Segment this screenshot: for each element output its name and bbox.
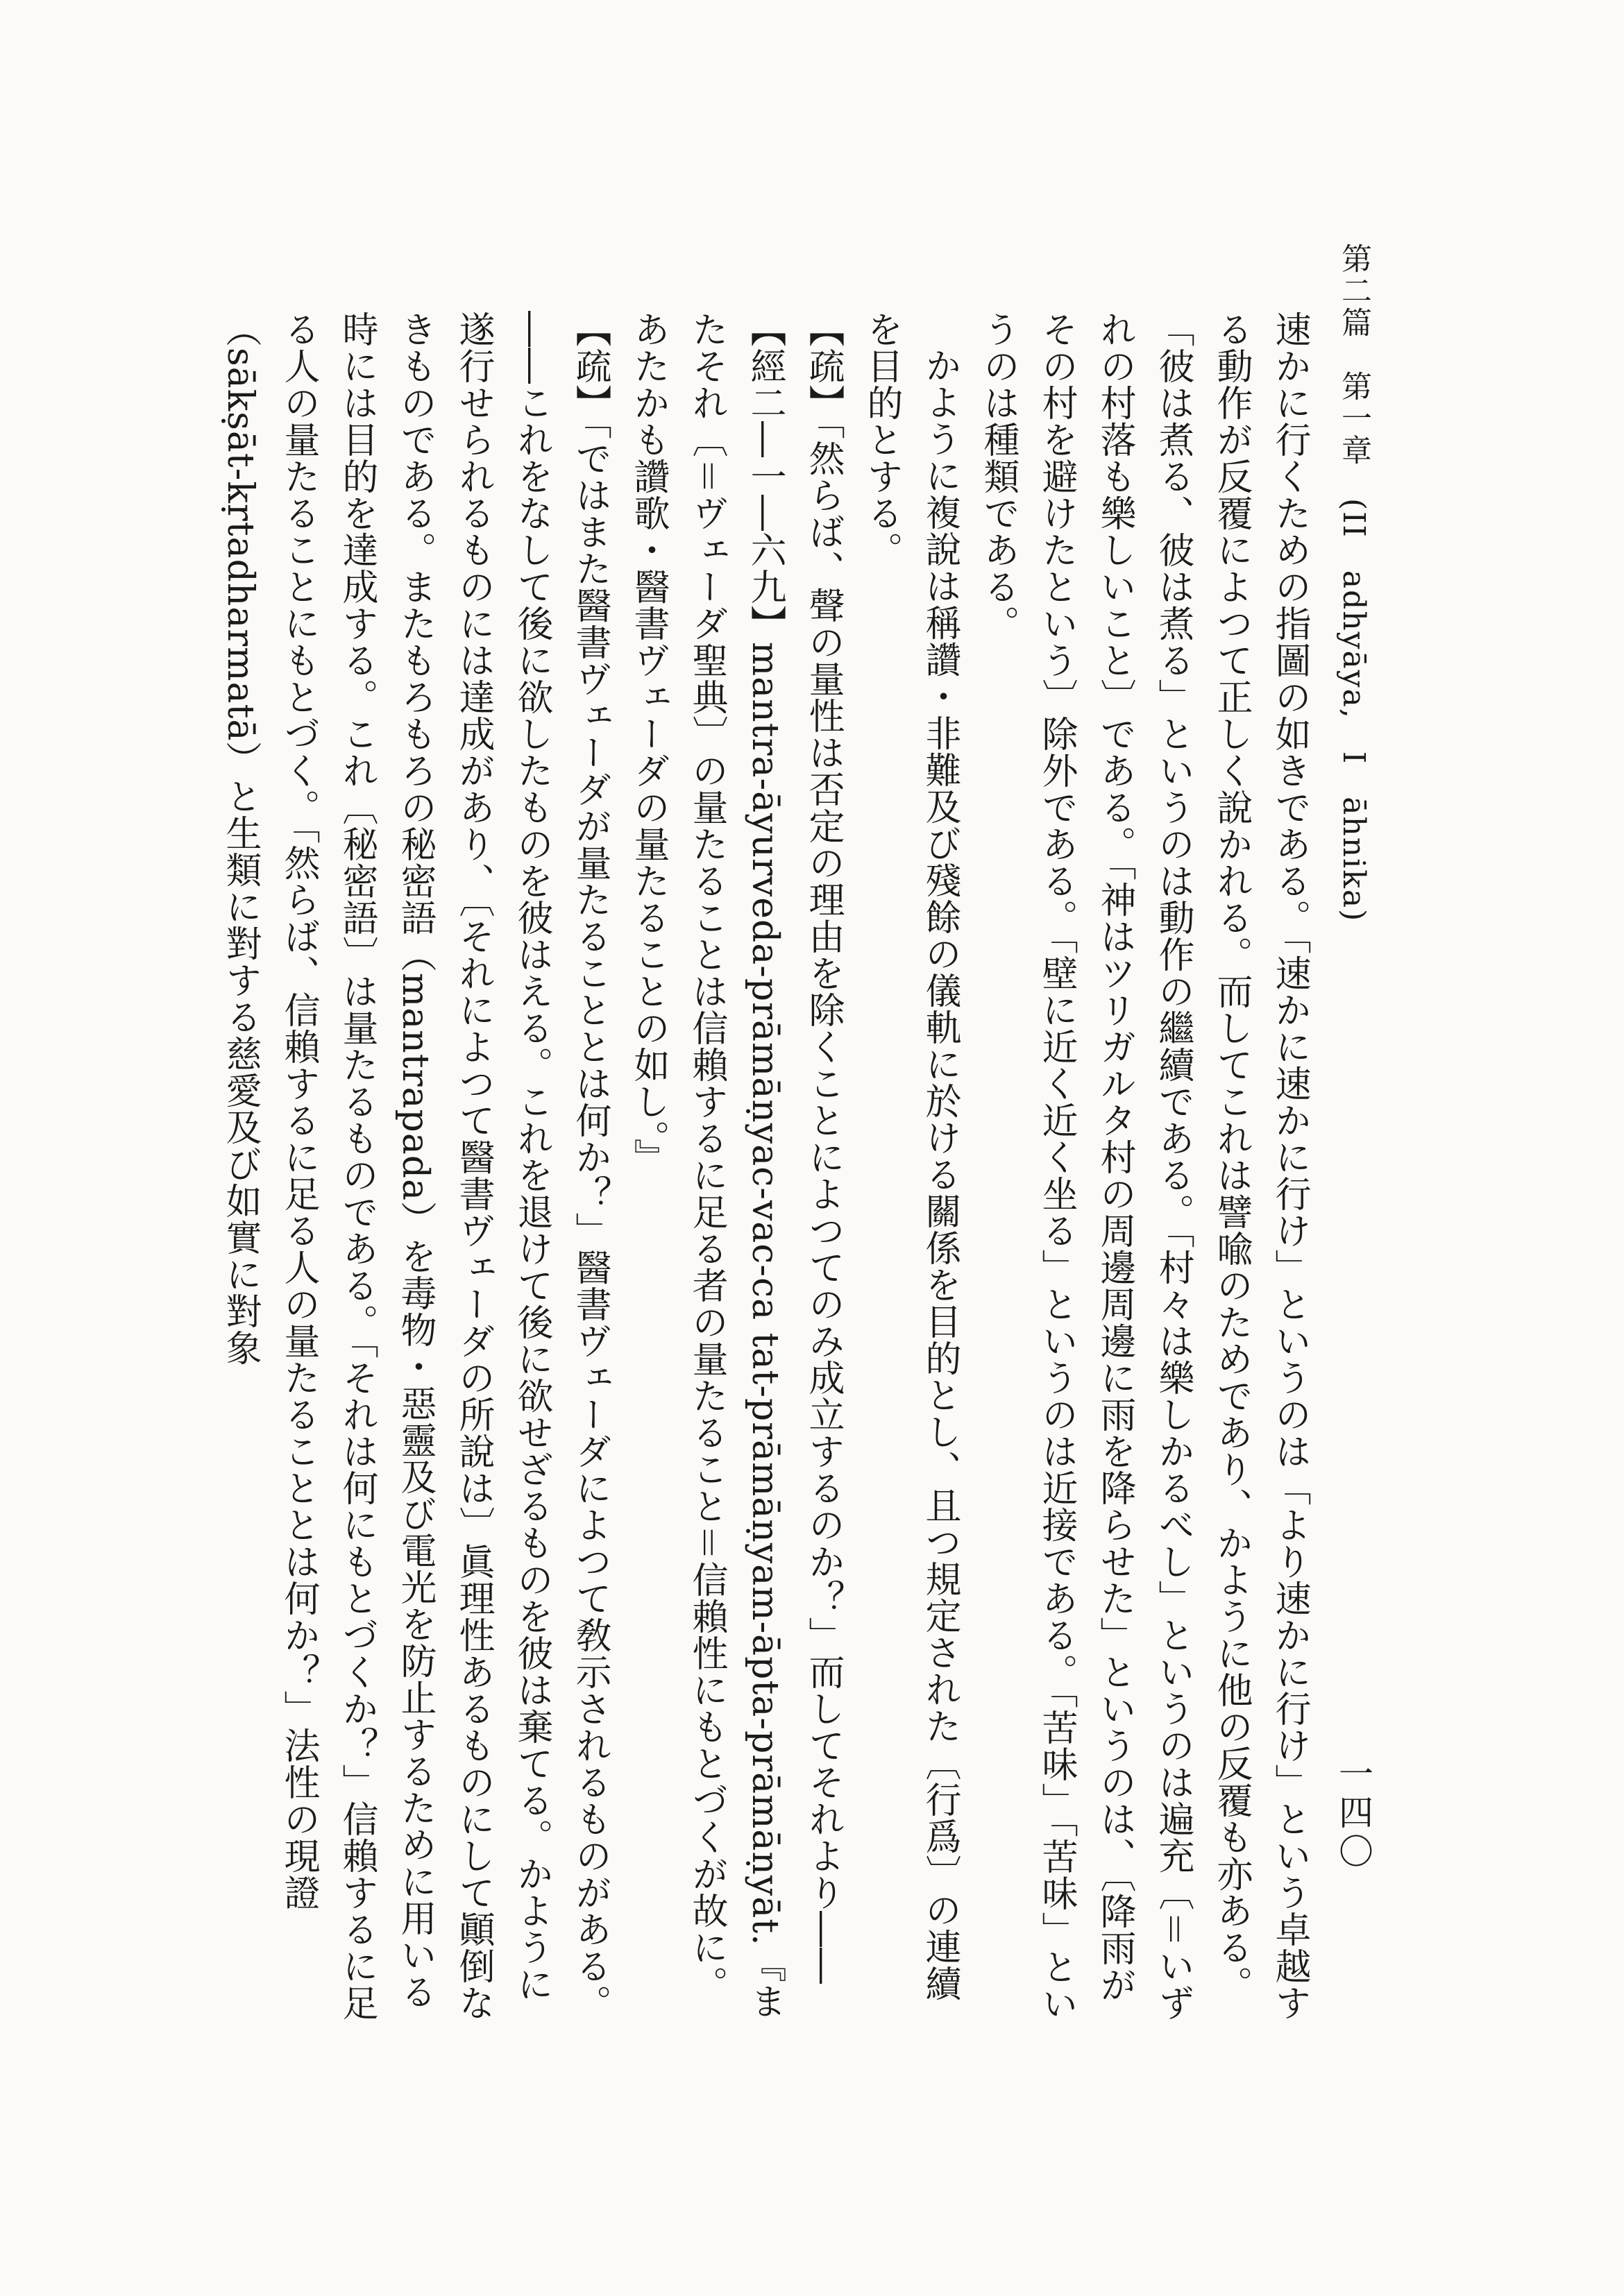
- running-header: 第二篇 第一章 (II adhyāya, I āhnika): [1336, 243, 1371, 923]
- sutra-paragraph: 【經二―一―六九】mantra-āyurveda-prāmāṇyac-vac-ca tat-prāmāṇyam-āpta-prāmāṇyāt.『またそれ〔＝ヴェーダ聖典〕の量たることは信賴するに足る者の量たること＝信賴性にもとづくが故に。あたかも讚歌・醫書ヴェーダの量たることの如し。』: [627, 311, 786, 2020]
- paragraph: かように複說は稱讚・非難及び殘餘の儀軌に於ける關係を目的とし、且つ規定された〔行爲〕の連續を目的とする。: [861, 311, 961, 2002]
- page-number: 一四〇: [1333, 1755, 1373, 1872]
- body-text: [211, 311, 1319, 2032]
- commentary-paragraph: 【疏】「然らば、聲の量性は否定の理由を除くことによつてのみ成立するのか？」而してそれより――: [802, 311, 844, 1984]
- commentary-paragraph: 【疏】「ではまた醫書ヴェーダが量たることとは何か？」醫書ヴェーダによつて敎示されるものがある。――これをなして後に欲したものを彼はえる。これを退けて後に欲せざるものを彼は棄てる。かように遂行せられるものには達成があり、〔それによつて醫書ヴェーダの所說は〕眞理性あるものにして顚倒なきものである。またもろもろの秘密語（mantrapada）を毒物・惡靈及び電光を防止するために用いる時には目的を達成する。これ〔秘密語〕は量たるものである。「それは何にもとづくか？」信賴するに足る人の量たることにもとづく。「然らば、信賴するに足る人の量たることとは何か？」法性の現證（sākṣāt-kṛtadharmatā）と生類に對する慈愛及び如實に對象: [219, 311, 611, 2021]
- paragraph: 速かに行くための指圖の如きである。「速かに速かに行け」というのは「より速かに行け」という卓越する動作が反覆によつて正しく說かれる。而してこれは譬喩のためであり、かように他の反覆も亦ある。「彼は煮る、彼は煮る」というのは動作の繼續である。「村々は樂しかるべし」というのは遍充〔＝いずれの村落も樂しいこと〕である。「神はツリガルタ村の周邊周邊に雨を降らせた」というのは、〔降雨がその村を避けたという〕除外である。「壁に近く近く坐る」というのは近接である。「苦味」「苦味」というのは種類である。: [977, 311, 1310, 2022]
